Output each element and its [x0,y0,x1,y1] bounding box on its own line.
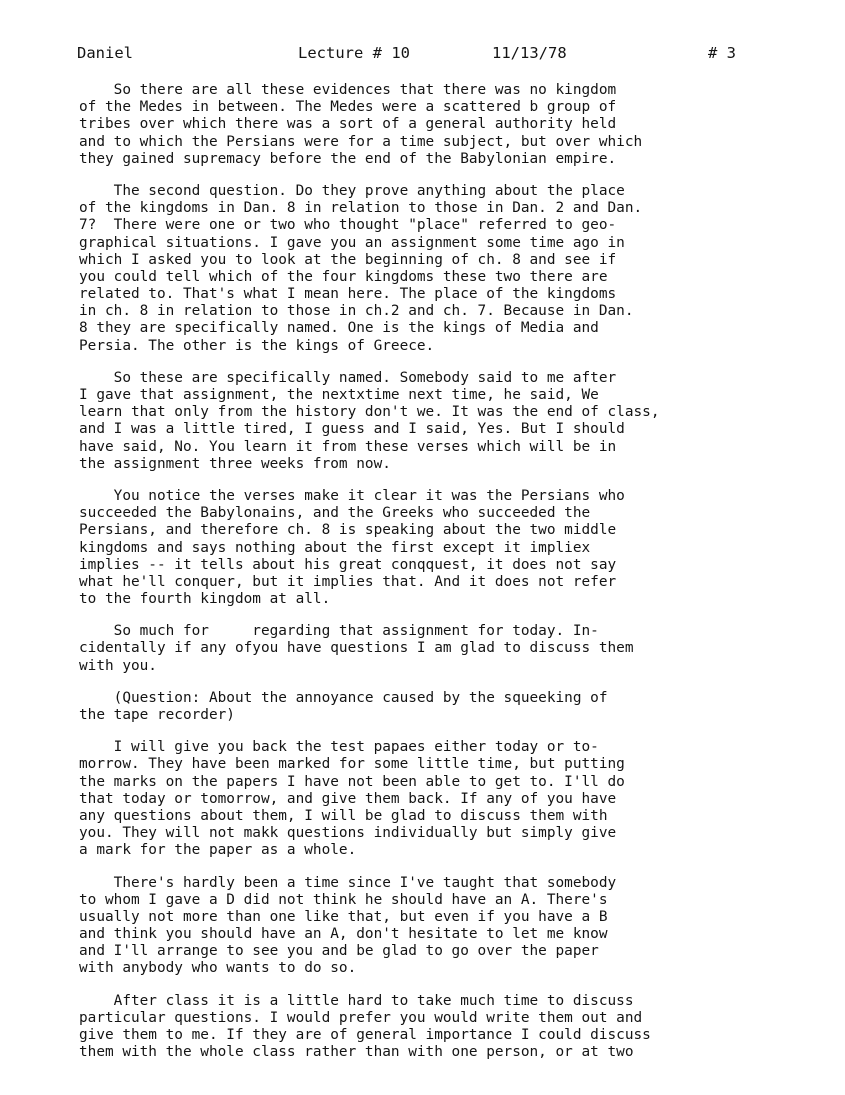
header-date: 11/13/78 [492,44,567,62]
header-course: Daniel [77,44,133,62]
paragraph [79,82,779,168]
text-line: cidentally if any ofyou have questions I am glad to discuss them [79,640,634,657]
text-line: what he'll conquer, but it implies that. And it does not refer [79,573,617,590]
text-line: which I asked you to look at the beginning of ch. 8 and see if [79,251,617,268]
text-line: and think you should have an A, don't hesitate to let me know [79,926,608,943]
text-line: and I was a little tired, I guess and I said, Yes. But I should [79,421,625,438]
text-line: to whom I gave a D did not think he should have an A. There's [79,891,608,908]
text-line: After class it is a little hard to take much time to discuss [79,992,634,1009]
text-line: they gained supremacy before the end of the Babylonian empire. [79,150,617,167]
text-line: graphical situations. I gave you an assignment some time ago in [79,234,625,251]
text-line: any questions about them, I will be glad to discuss them with [79,807,608,824]
text-line: that today or tomorrow, and give them back. If any of you have [79,790,617,807]
paragraph [79,488,779,608]
text-line: have said, No. You learn it from these verses which will be in [79,438,617,455]
text-line: you could tell which of the four kingdoms these two there are [79,268,608,285]
text-line: of the Medes in between. The Medes were a scattered b group of [79,99,617,116]
text-line: of the kingdoms in Dan. 8 in relation to those in Dan. 2 and Dan. [79,200,643,217]
paragraph [79,993,779,1062]
text-line: the tape recorder) [79,707,235,723]
text-line: give them to me. If they are of general importance I could discuss [79,1027,651,1043]
text-line: I will give you back the test papaes either today or to- [79,739,599,756]
text-line: a mark for the paper as a whole. [79,842,357,859]
text-line: succeeded the Babylonains, and the Greeks who succeeded the [79,505,591,522]
text-line: and to which the Persians were for a time subject, but over which [79,133,643,150]
text-line: the marks on the papers I have not been able to get to. I'll do [79,773,625,790]
text-line: The second question. Do they prove anything about the place [79,182,625,199]
text-line: 8 they are specifically named. One is the kings of Media and [79,320,599,337]
text-line: So these are specifically named. Somebody said to me after [79,369,617,386]
text-line: related to. That's what I mean here. The place of the kingdoms [79,286,617,303]
document-body [79,82,779,1076]
text-line: So there are all these evidences that there was no kingdom [79,82,617,98]
text-line: 7? There were one or two who thought "place" referred to geo- [79,217,617,234]
text-line: tribes over which there was a sort of a general authority held [79,116,617,133]
text-line: to the fourth kingdom at all. [79,591,331,608]
text-line: implies -- it tells about his great conqquest, it does not say [79,556,617,573]
text-line: (Question: About the annoyance caused by the squeeking of [79,689,608,706]
text-line: Persians, and therefore ch. 8 is speaking about the two middle [79,522,617,539]
text-line: with anybody who wants to do so. [79,960,357,977]
text-line: usually not more than one like that, but even if you have a B [79,908,608,925]
paragraph [79,370,779,473]
text-line: So much for regarding that assignment for today. In- [79,623,599,640]
text-line: I gave that assignment, the nextxtime next time, he said, We [79,387,599,403]
header-lecture: Lecture # 10 [298,44,410,62]
text-line: particular questions. I would prefer you would write them out and [79,1009,643,1026]
text-line: morrow. They have been marked for some little time, but putting [79,756,625,773]
paragraph [79,623,779,675]
text-line: the assignment three weeks from now. [79,455,391,472]
text-line: There's hardly been a time since I've taught that somebody [79,874,617,891]
paragraph [79,739,779,859]
text-line: and I'll arrange to see you and be glad to go over the paper [79,943,599,960]
paragraph [79,875,779,978]
header-page-number: # 3 [708,44,736,62]
paragraph [79,690,779,724]
paragraph [79,183,779,355]
text-line: learn that only from the history don't we. It was the end of class, [79,404,660,421]
text-line: You notice the verses make it clear it was the Persians who [79,487,625,504]
text-line: Persia. The other is the kings of Greece. [79,337,435,354]
text-line: with you. [79,657,157,674]
text-line: in ch. 8 in relation to those in ch.2 and ch. 7. Because in Dan. [79,303,634,320]
text-line: you. They will not makk questions individually but simply give [79,825,617,842]
text-line: them with the whole class rather than with one person, or at two [79,1044,634,1061]
text-line: kingdoms and says nothing about the first except it impliex [79,539,591,556]
